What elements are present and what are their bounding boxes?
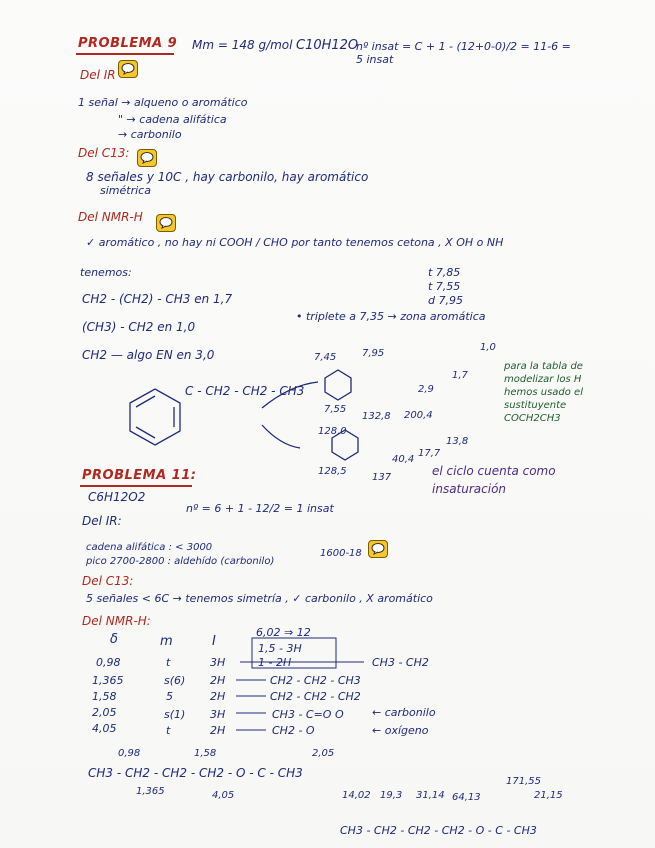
molar-mass: Mm = 148 g/mol xyxy=(192,38,293,52)
c-label-3: 200,4 xyxy=(404,410,433,421)
c-label-2: 132,8 xyxy=(362,411,391,422)
final-bottom-1: 1,365 xyxy=(136,786,165,797)
c13-shift-6: 21,15 xyxy=(534,790,563,801)
p11-formula: C6H12O2 xyxy=(88,490,146,504)
c13-heading: Del C13: xyxy=(78,146,130,160)
shift-right-2: t 7,55 xyxy=(428,280,461,293)
ring-label-4: 1,7 xyxy=(452,370,468,381)
final-top-3: 2,05 xyxy=(312,748,335,759)
c13-shift-3: 31,14 xyxy=(416,790,445,801)
row-3-frag: CH2 - CH2 - CH2 xyxy=(270,690,361,703)
c13-text: 8 señales y 10C , hay carbonilo, hay aromático xyxy=(86,170,369,184)
row-4-int: 3H xyxy=(210,708,226,721)
ring-label-1: 7,45 xyxy=(314,352,337,363)
tenemos-label: tenemos: xyxy=(80,266,132,279)
bullet-3: CH2 — algo EN en 3,0 xyxy=(82,348,215,362)
c-label-1: 128,0 xyxy=(318,426,347,437)
p11-ir-heading: Del IR: xyxy=(82,514,122,528)
row-3-mult: 5 xyxy=(166,690,173,703)
green-note: para la tabla de modelizar los H hemos usado el sustituyente COCH2CH3 xyxy=(504,361,583,424)
molecular-formula: C10H12O xyxy=(296,38,359,53)
ir-line-2: " → cadena alifática xyxy=(118,113,227,126)
c-label-6: 40,4 xyxy=(392,454,415,465)
row-3-shift: 1,58 xyxy=(92,690,117,703)
p11-ir-line-2: pico 2700-2800 : aldehído (carbonilo) xyxy=(86,556,275,567)
row-1-mult: t xyxy=(166,656,171,669)
row-2-int: 2H xyxy=(210,674,226,687)
purple-note: el ciclo cuenta como insaturación xyxy=(432,464,556,496)
ir-line-1: 1 señal → alqueno o aromático xyxy=(78,96,248,109)
row-4-note: ← carbonilo xyxy=(372,706,436,719)
row-2-shift: 1,365 xyxy=(92,674,124,687)
row-5-int: 2H xyxy=(210,724,226,737)
final-formula-2: CH3 - CH2 - CH2 - CH2 - O - C - CH3 xyxy=(340,824,537,837)
c-label-4: 128,5 xyxy=(318,466,347,477)
problem11-title: PROBLEMA 11: xyxy=(82,468,197,483)
row-4-mult: s(1) xyxy=(164,708,186,721)
row-1-int: 3H xyxy=(210,656,226,669)
triplet-note: • triplete a 7,35 → zona aromática xyxy=(296,310,486,323)
ring-label-3: 1,0 xyxy=(480,342,496,353)
p11-unsaturation: nº = 6 + 1 - 12/2 = 1 insat xyxy=(186,502,334,515)
unsaturation-calc: nº insat = C + 1 - (12+0-0)/2 = 11-6 = 5 insat xyxy=(356,40,571,66)
col-delta: δ xyxy=(110,632,118,647)
nmr-text: ✓ aromático , no hay ni COOH / CHO por tanto tenemos cetona , X OH o NH xyxy=(86,236,504,249)
row-2-mult: s(6) xyxy=(164,674,186,687)
c13-shift-5: 171,55 xyxy=(506,776,541,787)
final-top-2: 1,58 xyxy=(194,748,217,759)
c-label-8: 13,8 xyxy=(446,436,469,447)
c-label-5: 137 xyxy=(372,472,392,483)
row-4-frag: CH3 - C=O O xyxy=(272,708,344,721)
p11-c13-text: 5 señales < 6C → tenemos simetría , ✓ carbonilo , X aromático xyxy=(86,592,433,605)
row-4-shift: 2,05 xyxy=(92,706,117,719)
final-bottom-2: 4,05 xyxy=(212,790,235,801)
c13-shift-1: 14,02 xyxy=(342,790,371,801)
problem9-title: PROBLEMA 9 xyxy=(78,36,178,51)
row-1-frag: CH3 - CH2 xyxy=(372,656,429,669)
row-2-frag: CH2 - CH2 - CH3 xyxy=(270,674,361,687)
nmr-heading: Del NMR-H xyxy=(78,210,143,224)
bullet-1: CH2 - (CH2) - CH3 en 1,7 xyxy=(82,292,233,306)
side-chain: C - CH2 - CH2 - CH3 xyxy=(185,384,305,398)
p11-ir-line-1: cadena alifática : < 3000 xyxy=(86,542,213,553)
final-top-1: 0,98 xyxy=(118,748,141,759)
row-1-shift: 0,98 xyxy=(96,656,121,669)
ratio-1: 6,02 ⇒ 12 xyxy=(256,626,311,639)
c13-shift-4: 64,13 xyxy=(452,792,481,803)
row-5-frag: CH2 - O xyxy=(272,724,315,737)
c13-shift-2: 19,3 xyxy=(380,790,403,801)
ir-line-3: → carbonilo xyxy=(118,128,182,141)
bullet-2: (CH3) - CH2 en 1,0 xyxy=(82,320,196,334)
shift-right-1: t 7,85 xyxy=(428,266,461,279)
p11-c13-heading: Del C13: xyxy=(82,574,134,588)
p11-ir-side: 1600-18 xyxy=(320,548,362,559)
col-m: m xyxy=(160,634,173,649)
ir-heading: Del IR xyxy=(80,68,116,82)
ratio-2: 1,5 - 3H xyxy=(258,642,302,655)
c-label-7: 17,7 xyxy=(418,448,441,459)
ring-label-5: 2,9 xyxy=(418,384,434,395)
ring-label-2: 7,95 xyxy=(362,348,385,359)
row-5-shift: 4,05 xyxy=(92,722,117,735)
final-formula: CH3 - CH2 - CH2 - CH2 - O - C - CH3 xyxy=(88,766,303,780)
ring-label-6: 7,55 xyxy=(324,404,347,415)
p11-nmr-heading: Del NMR-H: xyxy=(82,614,151,628)
row-3-int: 2H xyxy=(210,690,226,703)
ratio-3: 1 - 2H xyxy=(258,656,292,669)
row-5-note: ← oxígeno xyxy=(372,724,429,737)
col-i: I xyxy=(212,634,216,649)
c13-sub: simétrica xyxy=(100,184,151,197)
shift-right-3: d 7,95 xyxy=(428,294,463,307)
row-5-mult: t xyxy=(166,724,171,737)
